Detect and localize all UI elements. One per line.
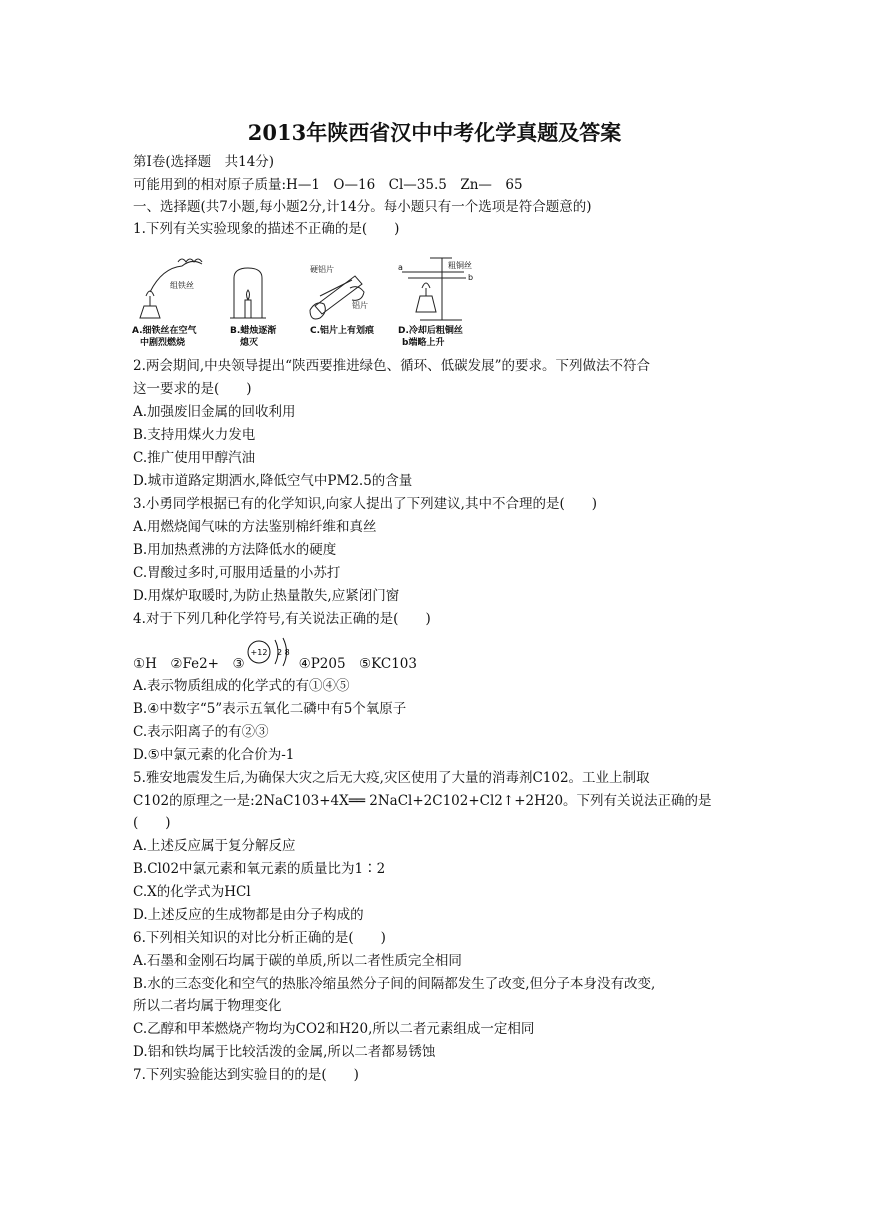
q4-option-c: C.表示阳离子的有②③ [133, 724, 269, 740]
q5-option-b: B.Cl02中氯元素和氧元素的质量比为1∶2 [133, 861, 386, 877]
nucleus-charge: +12 [250, 648, 268, 657]
question-1-figure [130, 248, 490, 353]
fig-label-hard-al: 硬铝片 [310, 265, 334, 274]
part-instructions: 一、选择题(共7小题,每小题2分,计14分。每小题只有一个选项是符合题意的) [133, 199, 592, 215]
q2-option-d: D.城市道路定期洒水,降低空气中PM2.5的含量 [133, 473, 413, 489]
q2-option-a: A.加强废旧金属的回收利用 [133, 404, 296, 420]
q6-option-d: D.铝和铁均属于比较活泼的金属,所以二者都易锈蚀 [133, 1044, 436, 1060]
question-3: 3.小勇同学根据已有的化学知识,向家人提出了下列建议,其中不合理的是( ) [133, 496, 597, 512]
q6-option-c: C.乙醇和甲苯燃烧产物均为CO2和H20,所以二者元素组成一定相同 [133, 1021, 535, 1037]
fig-label-copper: 粗铜丝 [448, 261, 472, 270]
fig-label-al: 铝片 [352, 301, 368, 310]
scratch-plates-c [310, 276, 364, 319]
fig-label-iron-wire: 组铁丝 [170, 281, 194, 290]
q5-option-d: D.上述反应的生成物都是由分子构成的 [133, 907, 364, 923]
question-6: 6.下列相关知识的对比分析正确的是( ) [133, 930, 386, 946]
q5-option-a: A.上述反应属于复分解反应 [133, 838, 296, 854]
q6-option-b: B.水的三态变化和空气的热胀冷缩虽然分子间的间隔都发生了改变,但分子本身没有改变, [133, 976, 656, 992]
q2-option-c: C.推广使用甲醇汽油 [133, 450, 256, 466]
caption-d-2: b端略上升 [402, 338, 445, 348]
question-7: 7.下列实验能达到实验目的的是( ) [133, 1067, 359, 1083]
electron-shells: 2 8 [277, 648, 290, 657]
caption-d-1: D.冷却后粗铜丝 [398, 326, 463, 336]
question-2-cont: 这一要求的是( ) [133, 381, 252, 397]
question-5-paren: ( ) [133, 815, 171, 831]
q6-option-a: A.石墨和金刚石均属于碳的单质,所以二者性质完全相同 [133, 953, 462, 969]
q4-option-b: B.④中数字“5”表示五氧化二磷中有5个氧原子 [133, 701, 407, 717]
q4-symbols: ①H ②Fe2+ ③ ④P205 ⑤KC103 [133, 656, 417, 672]
q5-option-c: C.X的化学式为HCl [133, 884, 251, 900]
q2-option-b: B.支持用煤火力发电 [133, 427, 256, 443]
atomic-mass-note: 可能用到的相对原子质量:H—1 O—16 Cl—35.5 Zn— 65 [133, 177, 523, 193]
caption-c-1: C.铝片上有划痕 [310, 326, 375, 336]
q6-option-b-cont: 所以二者均属于物理变化 [133, 998, 282, 1014]
caption-a-1: A.细铁丝在空气 [132, 326, 197, 336]
question-5: 5.雅安地震发生后,为确保大灾之后无大疫,灾区使用了大量的消毒剂C102。工业上制取 [133, 770, 650, 786]
q3-option-d: D.用煤炉取暖时,为防止热量散失,应紧闭门窗 [133, 588, 400, 604]
fig-label-b: b [468, 273, 474, 282]
fig-label-a: a [398, 263, 403, 272]
document-title: 2013年陕西省汉中中考化学真题及答案 [247, 120, 622, 145]
q4-option-d: D.⑤中氯元素的化合价为-1 [133, 747, 295, 763]
q3-option-c: C.胃酸过多时,可服用适量的小苏打 [133, 565, 341, 581]
question-1: 1.下列有关实验现象的描述不正确的是( ) [133, 221, 400, 237]
q4-option-a: A.表示物质组成的化学式的有①④⑤ [133, 678, 350, 694]
question-5-cont: C102的原理之一是:2NaC103+4X══ 2NaCl+2C102+Cl2↑+2H20。下列有关说法正确的是 [133, 793, 712, 809]
section-heading: 第Ⅰ卷(选择题 共14分) [133, 154, 275, 170]
q3-option-b: B.用加热煮沸的方法降低水的硬度 [133, 542, 337, 558]
jar-candle-b [230, 268, 266, 318]
q3-option-a: A.用燃烧闻气味的方法鉴别棉纤维和真丝 [133, 519, 377, 535]
question-2: 2.两会期间,中央领导提出“陕西要推进绿色、循环、低碳发展”的要求。下列做法不符合 [133, 358, 650, 374]
caption-b-2: 熄灭 [240, 338, 259, 348]
caption-b-1: B.蜡烛逐渐 [230, 326, 277, 336]
caption-a-2: 中剧烈燃烧 [140, 338, 186, 348]
question-4: 4.对于下列几种化学符号,有关说法正确的是( ) [133, 611, 431, 627]
